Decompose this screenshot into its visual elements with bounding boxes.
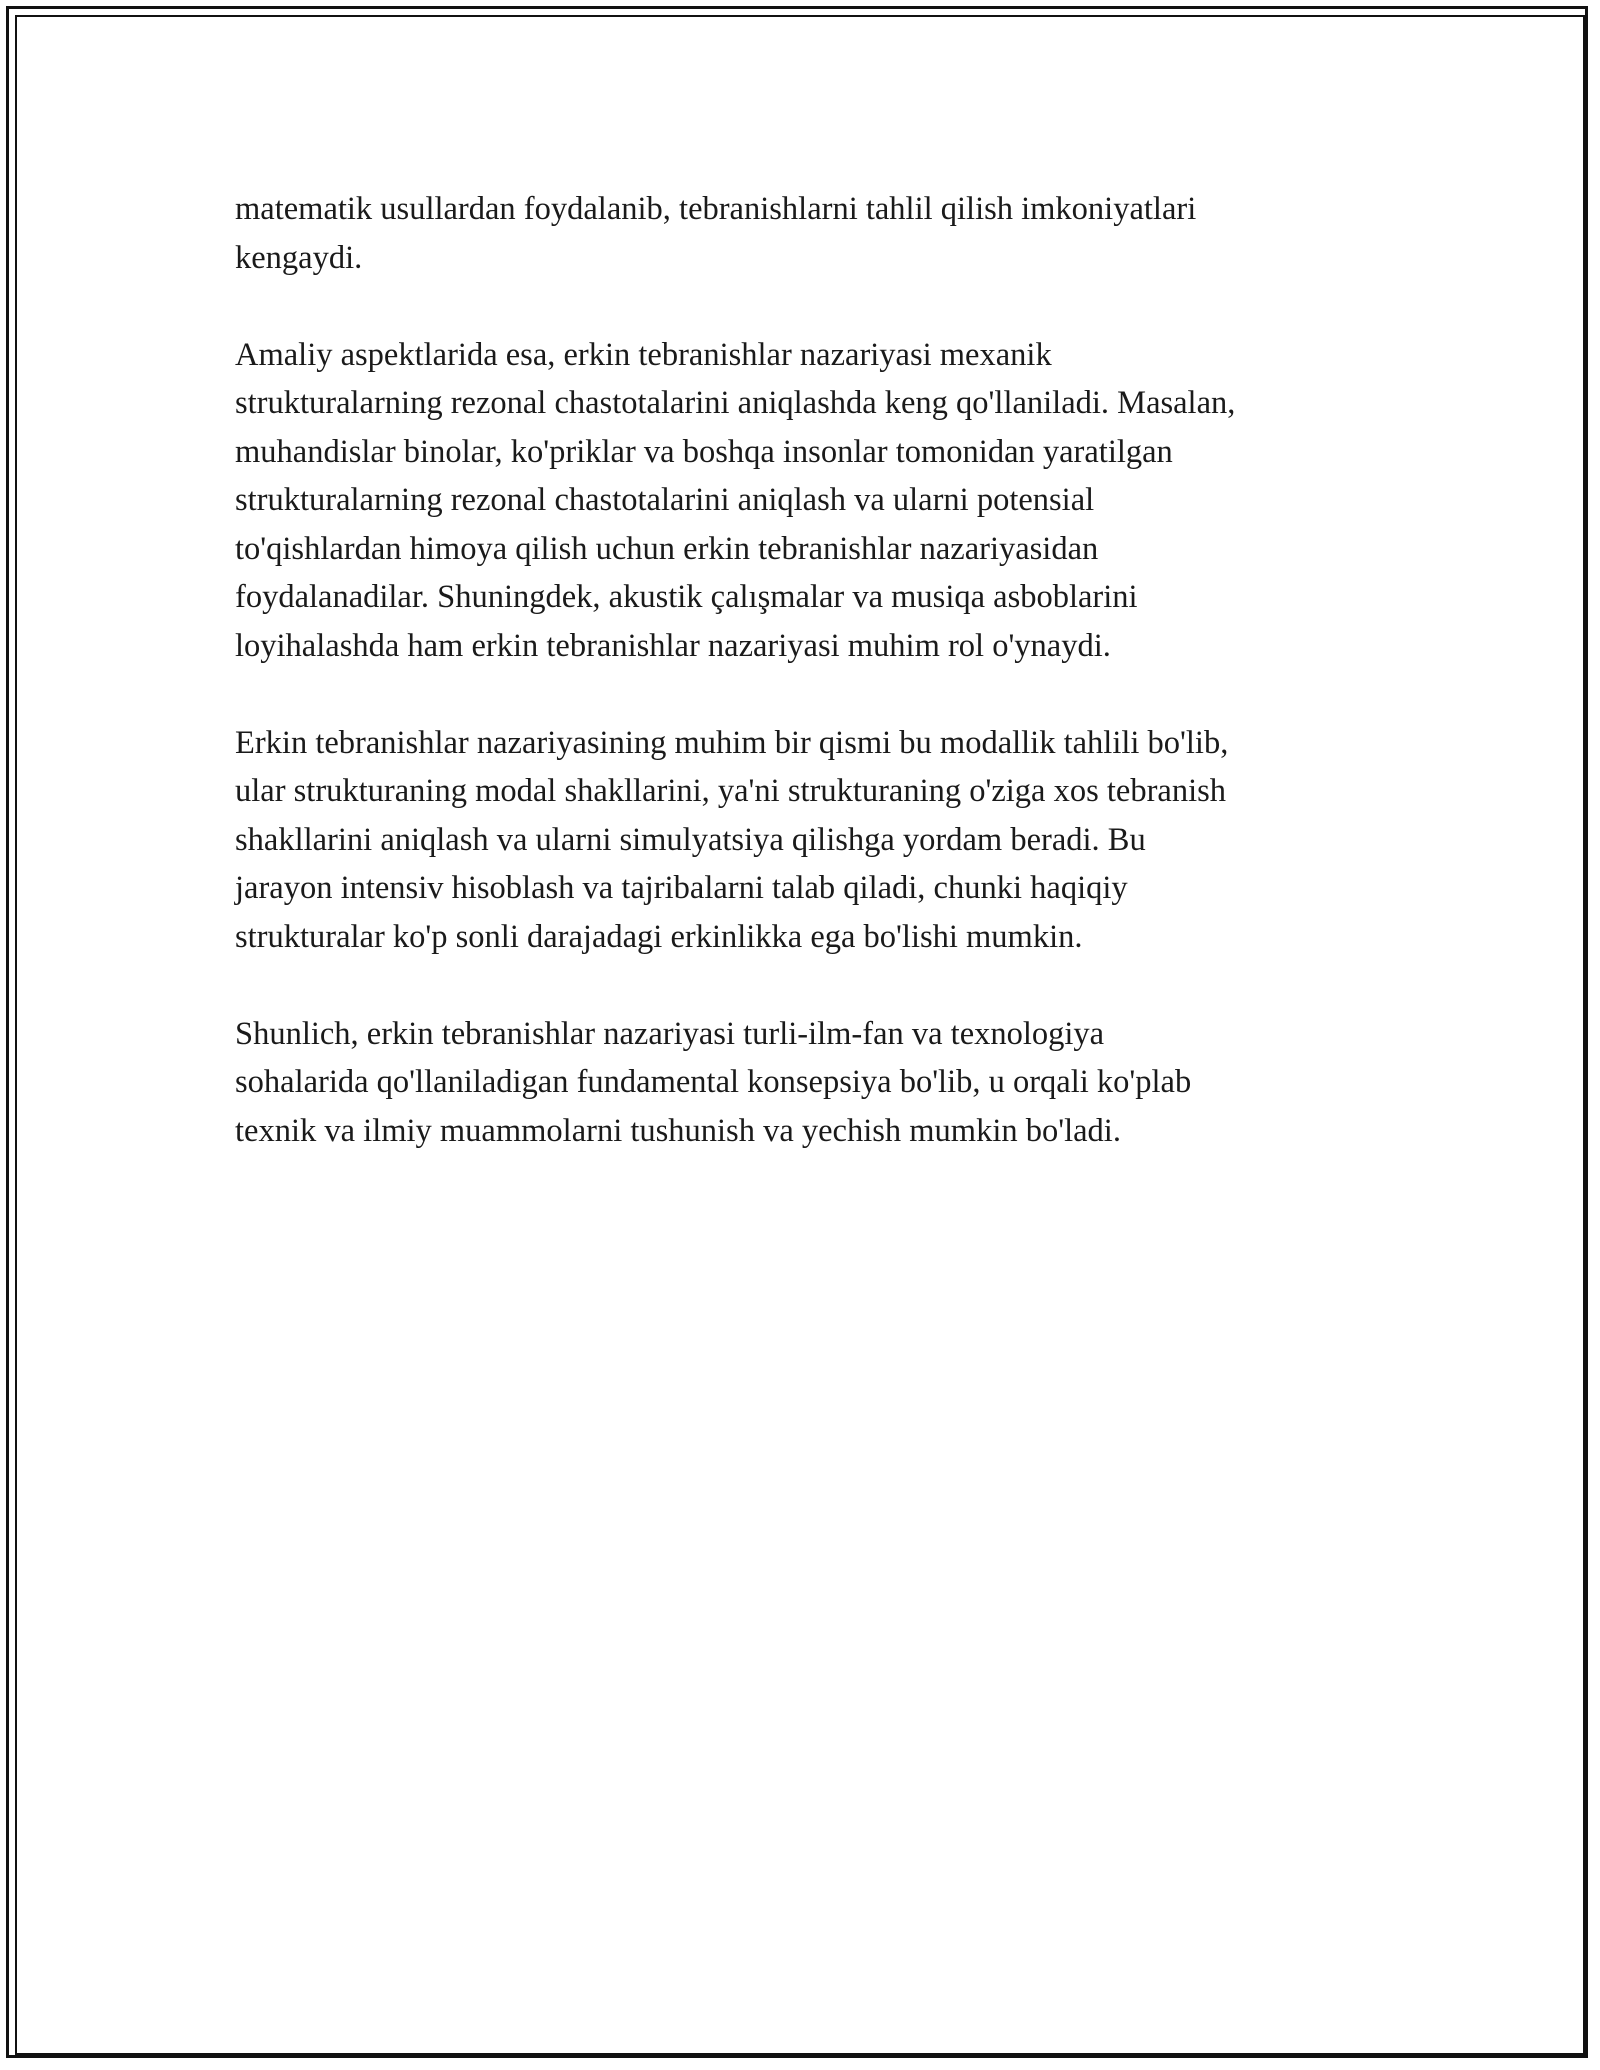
paragraph-line: Shunlich, erkin tebranishlar nazariyasi turli-ilm-fan va texnologiya xyxy=(235,1015,1105,1052)
paragraph-line: ular strukturaning modal shakllarini, ya'ni strukturaning o'ziga xos tebranish xyxy=(235,773,1227,809)
paragraph-1 xyxy=(235,185,1375,282)
paragraph-3 xyxy=(235,719,1375,962)
paragraph-line: strukturalarning rezonal chastotalarini aniqlashda keng qo'llaniladi. Masalan, xyxy=(235,385,1236,421)
paragraph-line: foydalanadilar. Shuningdek, akustik çalışmalar va musiqa asboblarini xyxy=(235,579,1138,615)
paragraph-line: loyihalashda ham erkin tebranishlar nazariyasi muhim rol o'ynaydi. xyxy=(235,627,1111,664)
paragraph-line: strukturalarning rezonal chastotalarini aniqlash va ularni potensial xyxy=(235,482,1095,518)
paragraph-line: kengaydi. xyxy=(235,239,363,276)
paragraph-4 xyxy=(235,1010,1375,1156)
paragraph-line: strukturalar ko'p sonli darajadagi erkinlikka ega bo'lishi mumkin. xyxy=(235,918,1083,955)
paragraph-line: Erkin tebranishlar nazariyasining muhim bir qismi bu modallik tahlili bo'lib, xyxy=(235,724,1229,761)
paragraph-2 xyxy=(235,331,1375,671)
document-body xyxy=(235,185,1375,1204)
paragraph-line: muhandislar binolar, ko'priklar va boshqa insonlar tomonidan yaratilgan xyxy=(235,433,1173,470)
paragraph-line: Amaliy aspektlarida esa, erkin tebranishlar nazariyasi mexanik xyxy=(235,336,1052,373)
paragraph-line: texnik va ilmiy muammolarni tushunish va yechish mumkin bo'ladi. xyxy=(235,1112,1121,1149)
paragraph-line: shakllarini aniqlash va ularni simulyatsiya qilishga yordam beradi. Bu xyxy=(235,821,1146,858)
paragraph-line: matematik usullardan foydalanib, tebranishlarni tahlil qilish imkoniyatlari xyxy=(235,191,1197,227)
paragraph-line: jarayon intensiv hisoblash va tajribalarni talab qiladi, chunki haqiqiy xyxy=(235,870,1128,906)
paragraph-line: sohalarida qo'llaniladigan fundamental konsepsiya bo'lib, u orqali ko'plab xyxy=(235,1064,1192,1100)
paragraph-line: to'qishlardan himoya qilish uchun erkin tebranishlar nazariyasidan xyxy=(235,530,1099,567)
